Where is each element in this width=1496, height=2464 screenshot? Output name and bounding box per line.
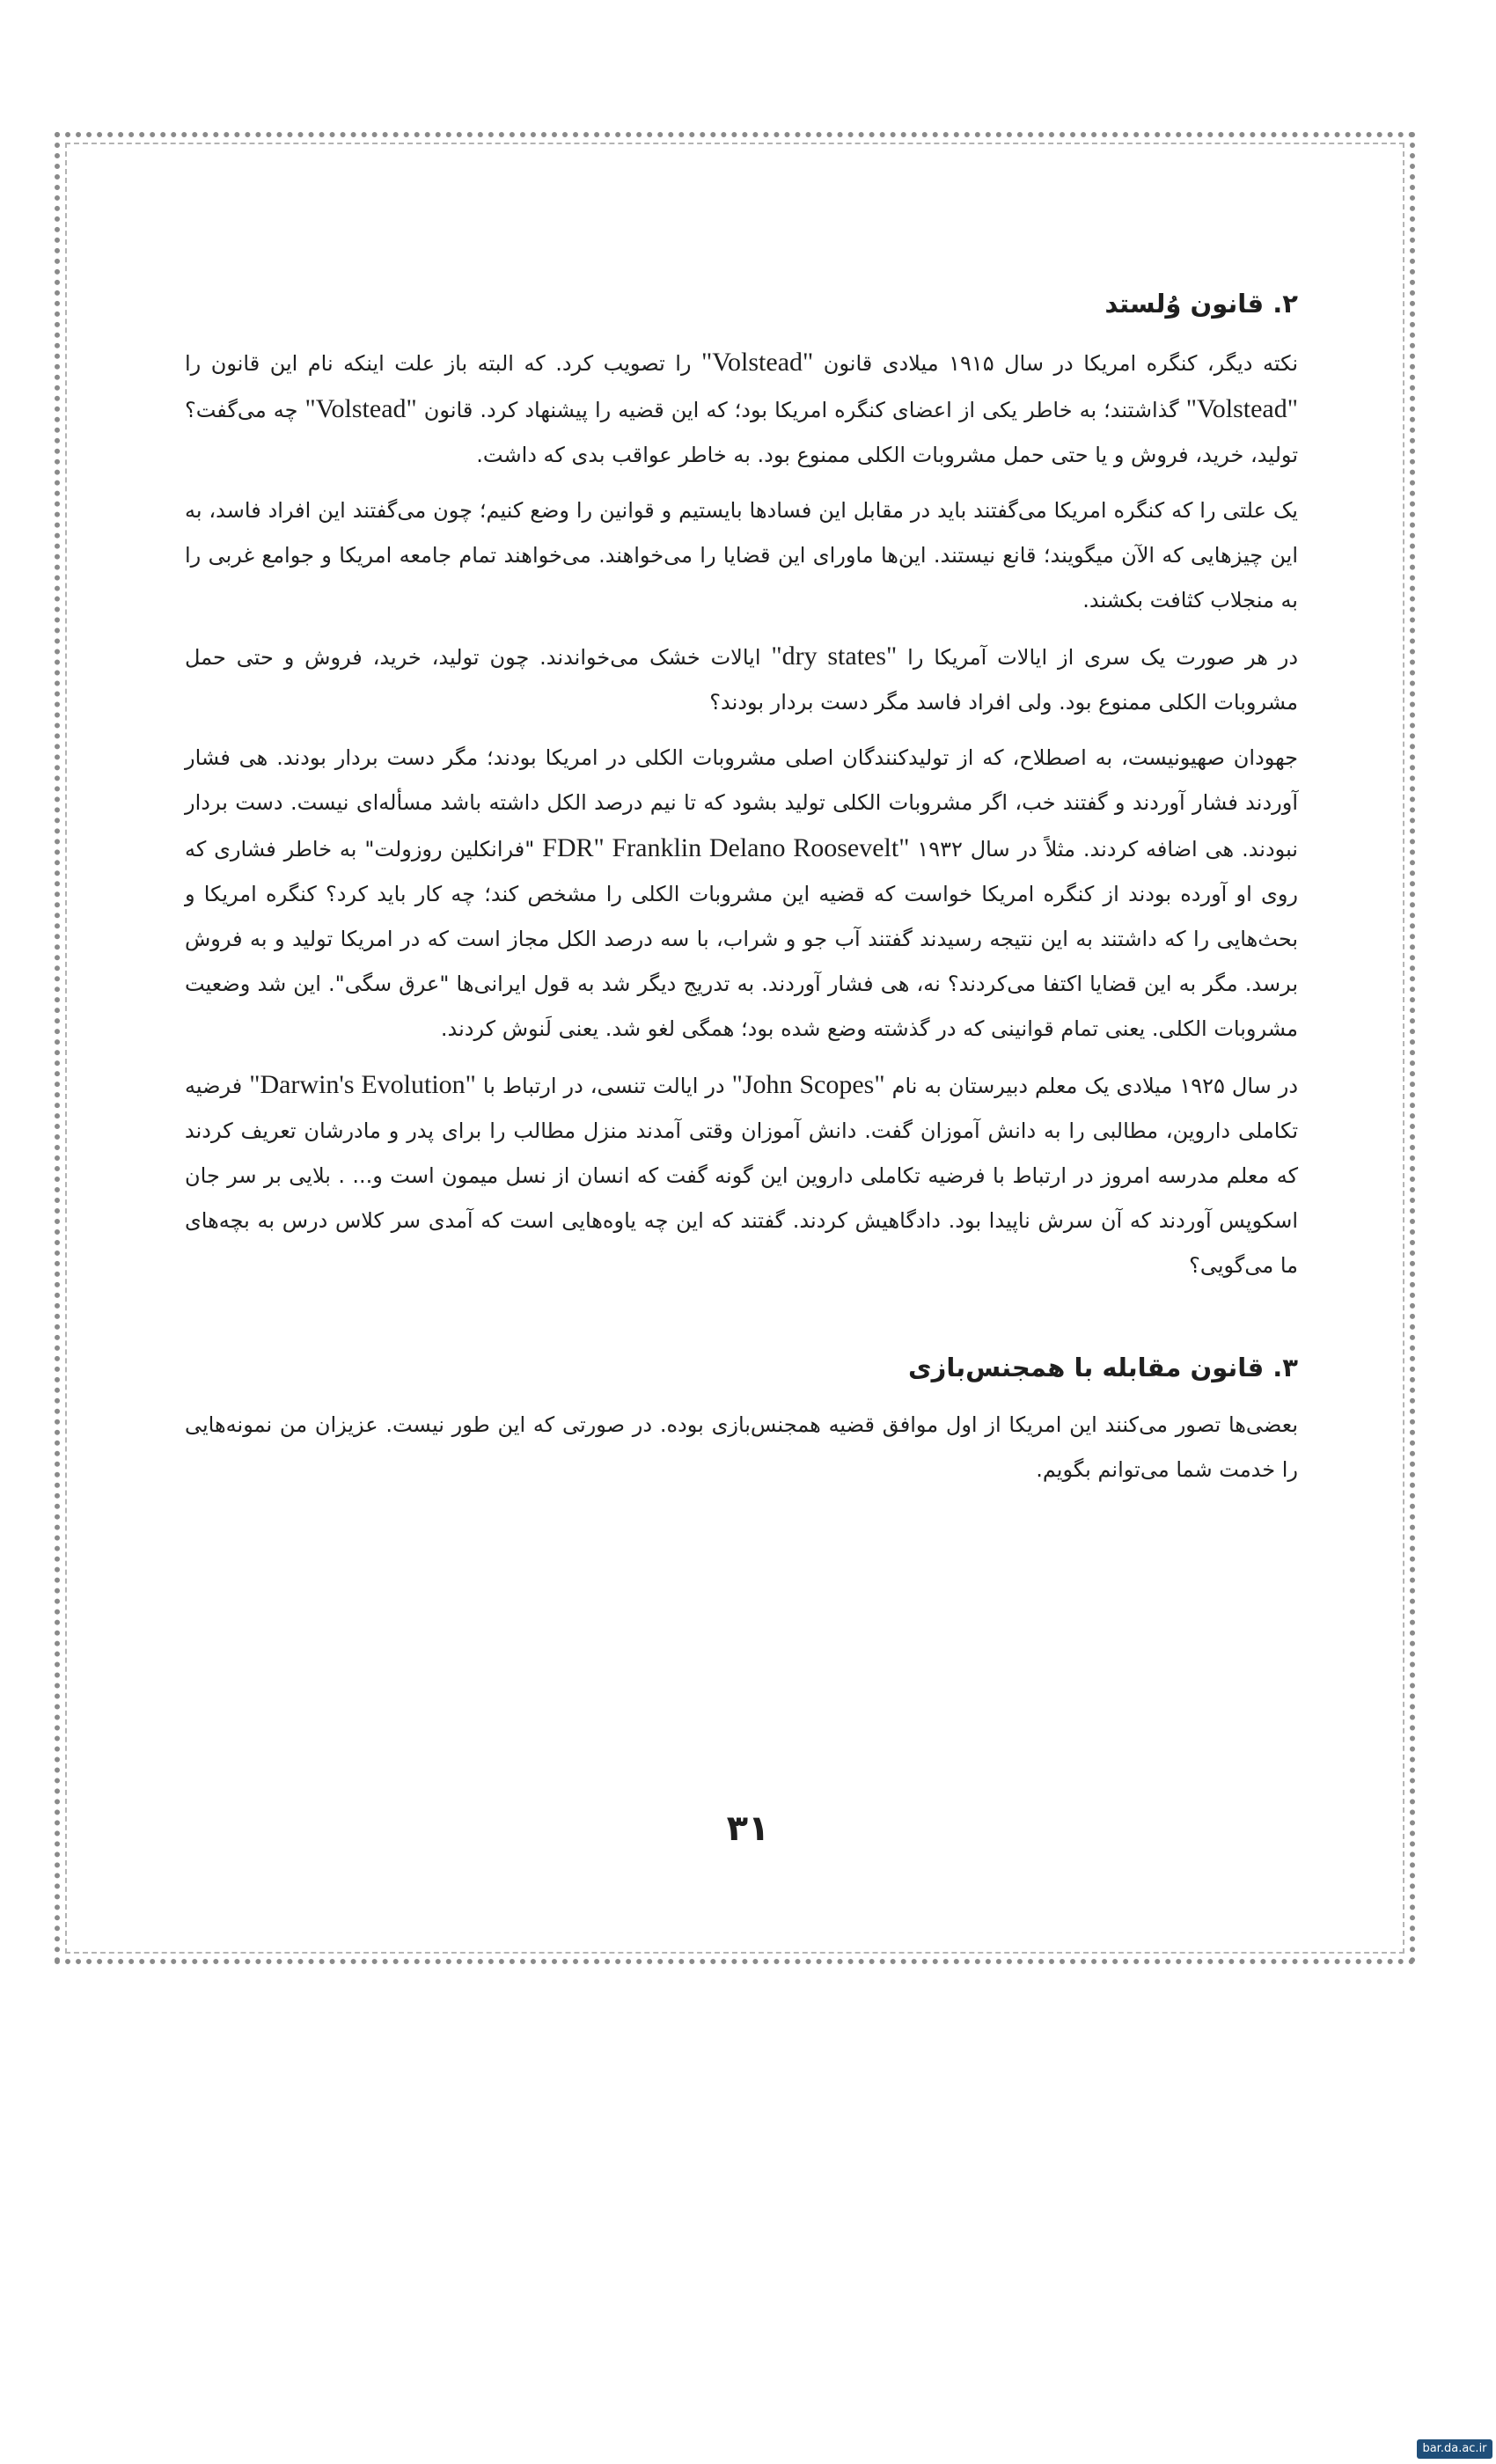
term-john-scopes: "John Scopes" [731, 1069, 885, 1099]
paragraph-congress-reason: یک علتی را که کنگره امریکا می‌گفتند باید در مقابل این فسادها بایستیم و قوانین را وضع کنیم؛ چون می‌گفتند این افراد فاسد، به این چیزهایی که الآن میگویند؛ قانع نیستند. این‌ها ماورای این قضایا را می‌خواهند. می‌خواهند تمام جامعه امریکا و جوامع غربی را به منجلاب کثافت بکشند. [185, 497, 1298, 612]
watermark-text: bar.da.ac.ir [1422, 2442, 1487, 2455]
term-dry-states: "dry states" [771, 641, 898, 671]
paragraph-scopes: در سال ۱۹۲۵ میلادی یک معلم دبیرستان به نام "John Scopes" در ایالت تنسی، در ارتباط با "Darwin's Evolution" فرضیه تکاملی داروین، مطالبی را به دانش آموزان گفت. دانش آموزان وقتی آمدند منزل مطالب را برای پدر و مادرشان تعریف کردند که معلم مدرسه امروز در ارتباط با فرضیه تکاملی داروین این گونه گفت که انسان از نسل میمون است و... . بلایی بر سر جان اسکوپس آوردند که آن سرش ناپیدا بود. دادگاهیش کردند. گفتند که این چه یاوه‌هایی است که آمدی سر کلاس درس به بچه‌های ما می‌گویی؟ [185, 1069, 1299, 1278]
term-volstead: "Volstead" [1185, 393, 1298, 423]
site-watermark [1417, 2439, 1492, 2459]
term-volstead: "Volstead" [701, 347, 814, 377]
paragraph-producers: جهودان صهیونیست، به اصطلاح، که از تولیدکنندگان اصلی مشروبات الکلی در امریکا بودند؛ مگر دست بردار بودند. هی فشار آوردند فشار آوردند و گفتند خب، اگر مشروبات الکلی تولید بشود که تا نیم درصد الکل داشته باشد مسأله‌ای نیست. دست بردار نبودند. هی اضافه کردند. مثلاً در سال ۱۹۳۲ "FDR" Franklin Delano Roosevelt "فرانکلین روزولت" به خاطر فشاری که روی او آورده بودند از کنگره امریکا خواست که قضیه این مشروبات الکلی را مشخص کند؛ چه کار باید کرد؟ کنگره امریکا و بحث‌هایی را که داشتند به این نتیجه رسیدند گفتند آب جو و شراب، با سه درصد الکل مجاز است که در امریکا تولید و به فروش برسد. مگر به این قضایا اکتفا می‌کردند؟ نه، هی فشار آوردند. به تدریج دیگر شد به قول ایرانی‌ها "عرق سگی". این شد وضعیت مشروبات الکلی. یعنی تمام قوانینی که در گذشته وضع شده بود؛ همگی لغو شد. یعنی لَنوش کردند. [185, 744, 1298, 1041]
section-heading-3: ۳. قانون مقابله با همجنس‌بازی [908, 1352, 1298, 1382]
paragraph-homosexuality: بعضی‌ها تصور می‌کنند این امریکا از اول موافق قضیه همجنس‌بازی بوده. در صورتی که این طور نیست. عزیزان من نمونه‌هایی را خدمت شما می‌توانم بگویم. [185, 1412, 1298, 1483]
term-darwins-evolution: "Darwin's Evolution" [249, 1069, 476, 1099]
section-heading-2: ۲. قانون وُلستد [1104, 289, 1298, 319]
paragraph-volstead: نکته دیگر، کنگره امریکا در سال ۱۹۱۵ میلادی قانون "Volstead" را تصویب کرد. که البته باز علت اینکه نام این قانون را "Volstead" گذاشتند؛ به خاطر یکی از اعضای کنگره امریکا بود؛ که این قضیه را پیشنهاد کرد. قانون "Volstead" چه می‌گفت؟ تولید، خرید، فروش و یا حتی حمل مشروبات الکلی ممنوع بود. به خاطر عواقب بدی که داشت. [185, 347, 1299, 467]
paragraph-dry-states: در هر صورت یک سری از ایالات آمریکا را "dry states" ایالات خشک می‌خواندند. چون تولید، خرید، فروش و حتی حمل مشروبات الکلی ممنوع بود. ولی افراد فاسد مگر دست بردار بودند؟ [185, 641, 1299, 715]
page-number: ۳۱ [726, 1808, 770, 1849]
term-volstead: "Volstead" [304, 393, 417, 423]
page-content [185, 286, 1298, 1503]
term-fdr: "FDR" Franklin Delano Roosevelt [542, 832, 910, 862]
